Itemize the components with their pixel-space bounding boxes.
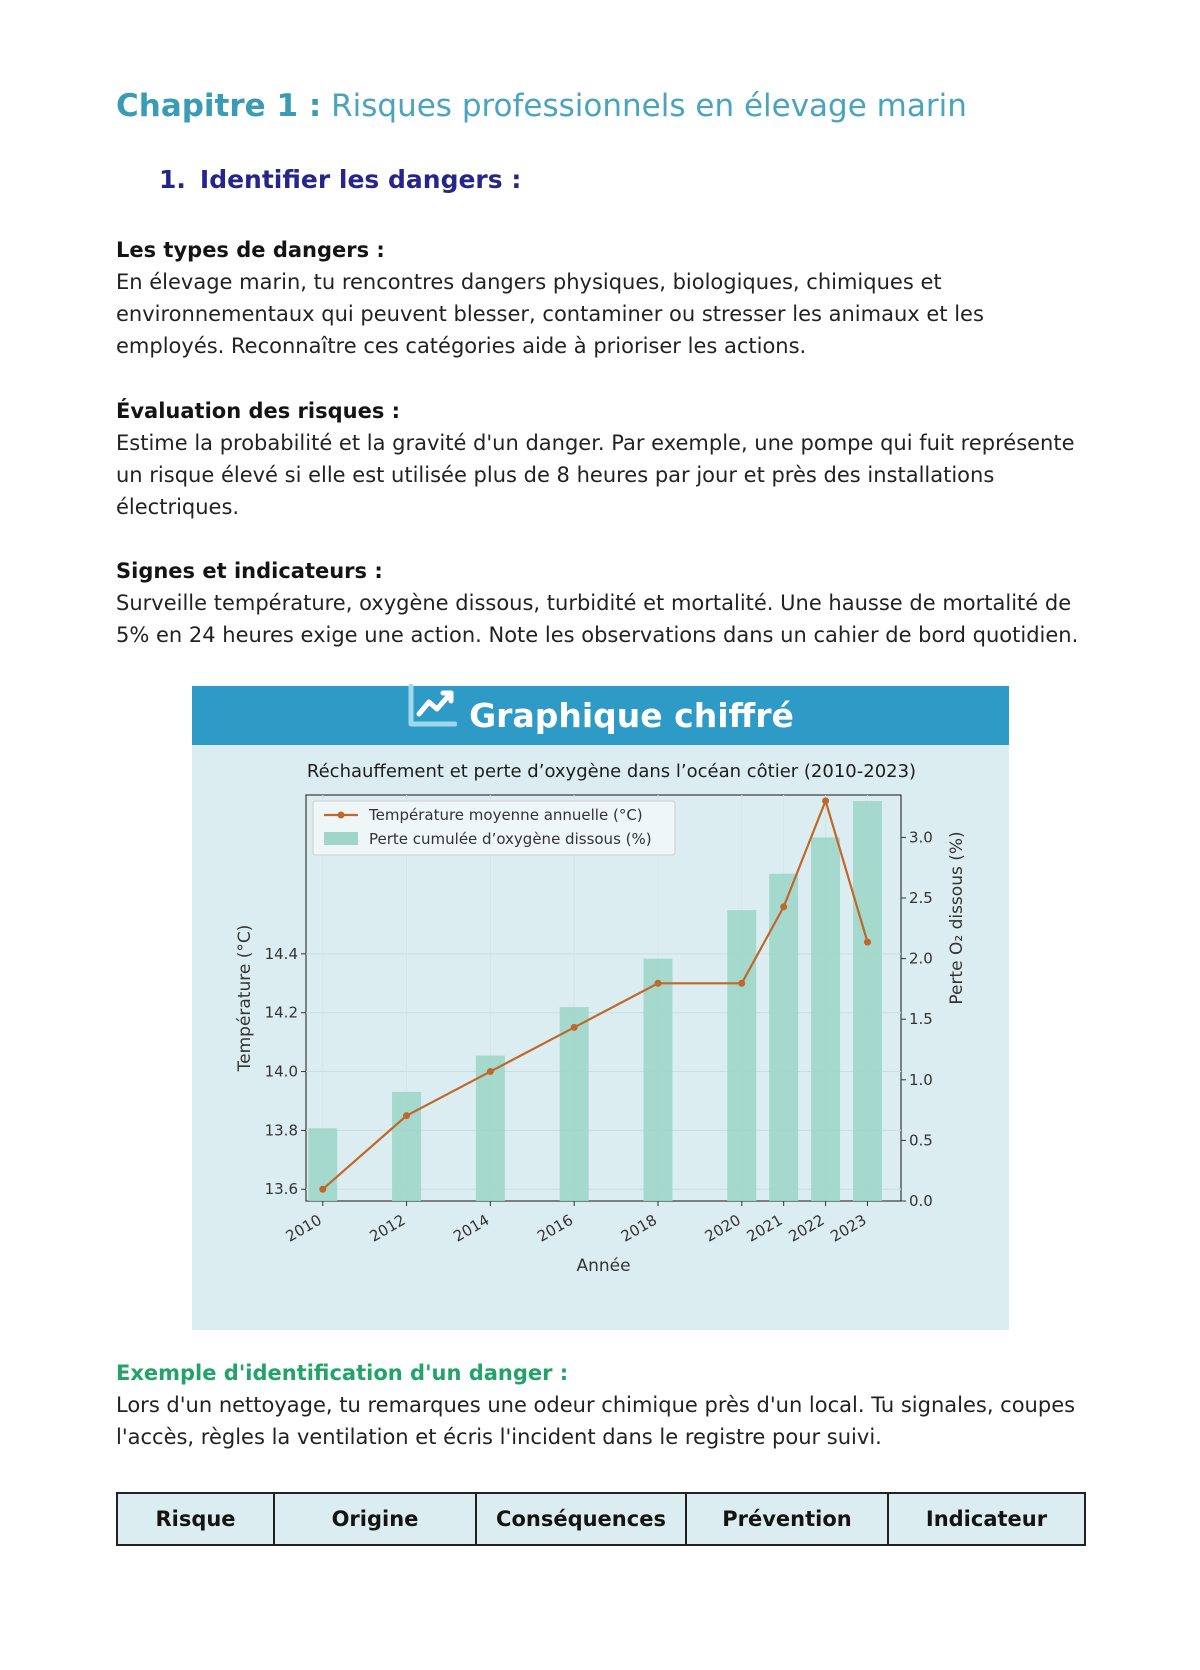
section-heading xyxy=(159,165,521,194)
bar xyxy=(560,1007,589,1201)
temperature-point xyxy=(654,980,661,987)
risk-table xyxy=(116,1492,1086,1546)
block-example xyxy=(116,1357,1096,1453)
table-header-cell: Indicateur xyxy=(888,1493,1085,1545)
temperature-point xyxy=(822,797,829,804)
chapter-number: Chapitre 1 : xyxy=(116,88,322,124)
y-right-tick-label: 0.0 xyxy=(909,1192,933,1210)
y-right-tick-label: 3.0 xyxy=(909,828,933,847)
temperature-point xyxy=(738,980,745,987)
legend-label-temperature: Température moyenne annuelle (°C) xyxy=(369,806,643,824)
x-axis-label: Année xyxy=(576,1256,631,1276)
table-header-cell: Prévention xyxy=(686,1493,888,1545)
section-number: 1. xyxy=(159,165,186,194)
y-right-tick-label: 1.0 xyxy=(909,1070,933,1089)
block-risk-evaluation xyxy=(116,395,1096,523)
block-text: Estime la probabilité et la gravité d'un danger. Par exemple, une pompe qui fuit représente un risque élevé si elle est utilisée plus de 8 heures par jour et près des installations électriques. xyxy=(116,431,1075,519)
bar xyxy=(811,837,840,1201)
y-left-tick-label: 13.6 xyxy=(264,1180,298,1199)
y-left-axis-label: Température (°C) xyxy=(235,924,255,1072)
temperature-point xyxy=(487,1068,494,1075)
x-tick-label: 2020 xyxy=(701,1210,744,1246)
block-signs-indicators xyxy=(116,555,1096,651)
y-left-tick-label: 14.0 xyxy=(264,1062,298,1081)
x-tick-label: 2021 xyxy=(743,1210,786,1246)
chart-title: Réchauffement et perte d’oxygène dans l’océan côtier (2010-2023) xyxy=(306,761,917,782)
y-right-tick-label: 1.5 xyxy=(909,1010,933,1029)
temperature-point xyxy=(319,1186,326,1193)
legend-label-oxygen: Perte cumulée d’oxygène dissous (%) xyxy=(369,830,652,848)
temperature-point xyxy=(571,1024,578,1031)
chapter-title-text: Risques professionnels en élevage marin xyxy=(331,88,967,124)
section-title: Identifier les dangers : xyxy=(199,165,522,194)
x-tick-label: 2012 xyxy=(366,1210,409,1246)
y-left-tick-label: 14.2 xyxy=(264,1003,298,1022)
bar xyxy=(853,801,882,1201)
chart-card-title xyxy=(192,686,1009,745)
block-text: Surveille température, oxygène dissous, turbidité et mortalité. Une hausse de mortalité de 5% en 24 heures exige une action. Note les observations dans un cahier de bord quotidien. xyxy=(116,591,1079,647)
y-left-tick-label: 14.4 xyxy=(264,944,298,963)
block-dangers-types xyxy=(116,234,1096,362)
y-right-tick-label: 2.0 xyxy=(909,949,933,968)
chart-card xyxy=(192,686,1009,1330)
y-left-tick-label: 13.8 xyxy=(264,1121,298,1140)
table-header-cell: Risque xyxy=(117,1493,274,1545)
block-heading: Les types de dangers : xyxy=(116,238,385,262)
legend-bar-swatch xyxy=(324,832,358,845)
example-text: Lors d'un nettoyage, tu remarques une odeur chimique près d'un local. Tu signales, coupes l'accès, règles la ventilation et écris l'incident dans le registre pour suivi. xyxy=(116,1393,1076,1449)
bar xyxy=(392,1092,421,1201)
x-tick-label: 2022 xyxy=(785,1210,828,1246)
x-tick-label: 2014 xyxy=(450,1210,493,1246)
table-header-row xyxy=(117,1493,1085,1545)
x-tick-label: 2016 xyxy=(534,1210,577,1246)
block-heading: Signes et indicateurs : xyxy=(116,559,383,583)
temperature-point xyxy=(780,903,787,910)
block-text: En élevage marin, tu rencontres dangers physiques, biologiques, chimiques et environnementaux qui peuvent blesser, contaminer ou stresser les animaux et les employés. Reconnaître ces catégories aide à prioriser les actions. xyxy=(116,270,984,358)
chart-svg xyxy=(192,745,1009,1330)
legend-line-marker xyxy=(338,812,345,819)
bar xyxy=(769,874,798,1201)
chart-card-title-text: Graphique chiffré xyxy=(469,696,794,735)
table-header-cell: Origine xyxy=(274,1493,476,1545)
y-right-axis-label: Perte O₂ dissous (%) xyxy=(947,831,967,1005)
x-tick-label: 2018 xyxy=(617,1210,660,1246)
y-right-tick-label: 2.5 xyxy=(909,889,933,908)
bar xyxy=(727,910,756,1201)
chapter-title xyxy=(116,88,967,124)
temperature-point xyxy=(864,939,871,946)
x-tick-label: 2023 xyxy=(827,1210,870,1246)
bar xyxy=(643,959,672,1201)
y-right-tick-label: 0.5 xyxy=(909,1131,933,1150)
example-heading: Exemple d'identification d'un danger : xyxy=(116,1361,569,1385)
table-header-cell: Conséquences xyxy=(476,1493,686,1545)
line-chart-icon xyxy=(407,684,457,746)
x-tick-label: 2010 xyxy=(282,1210,325,1246)
temperature-point xyxy=(403,1112,410,1119)
block-heading: Évaluation des risques : xyxy=(116,399,401,423)
